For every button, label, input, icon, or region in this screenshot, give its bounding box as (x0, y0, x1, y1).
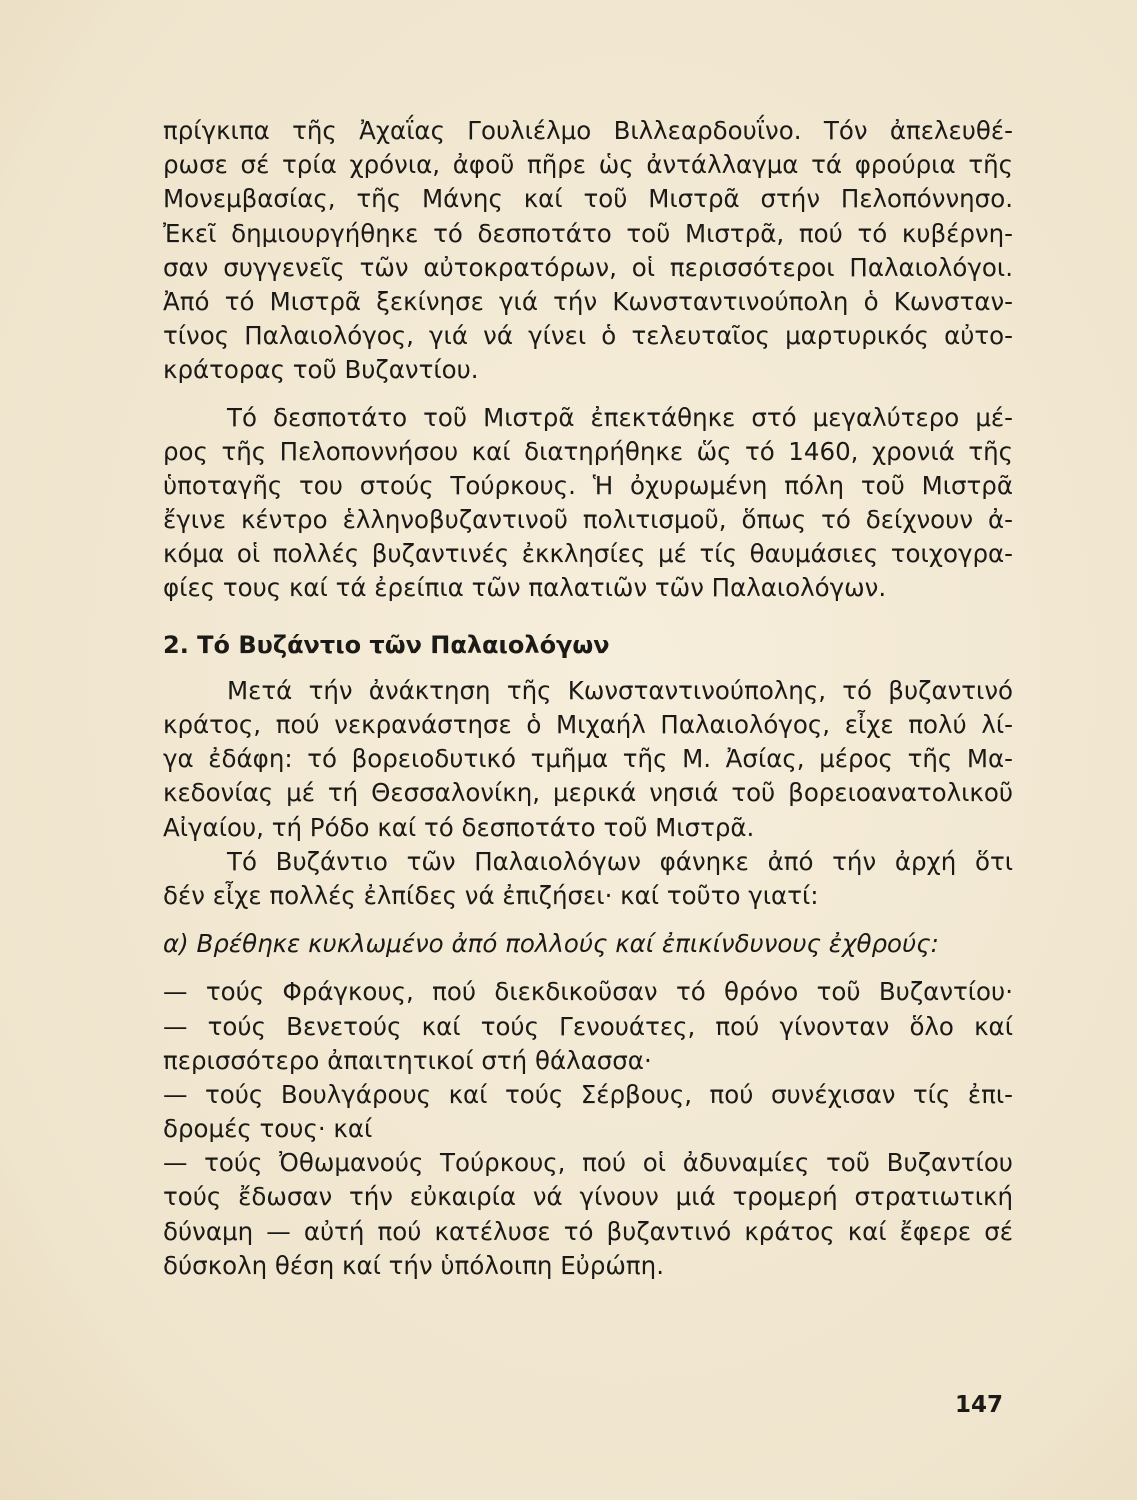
section-heading: 2. Τό Βυζάντιο τῶν Παλαιολόγων (163, 630, 610, 659)
list-item: — τούς Φράγκους, πού διεκδικοῦσαν τό θρόνο τοῦ Βυζαντίου· (163, 977, 1013, 1007)
point-a: α) Βρέθηκε κυκλωμένο ἀπό πολλούς καί ἐπικίνδυνους ἐχθρούς: (163, 929, 939, 959)
text-line: ρωσε σέ τρία χρόνια, ἀφοῦ πῆρε ὡς ἀντάλλαγμα τά φρούρια τῆς (163, 150, 1013, 180)
enemies-list (163, 975, 1013, 1283)
text-line: Ἐκεῖ δημιουργήθηκε τό δεσποτάτο τοῦ Μιστρᾶ, πού τό κυβέρνη- (163, 218, 1013, 248)
page-text (163, 114, 1013, 1283)
text-line: τίνος Παλαιολόγος, γιά νά γίνει ὁ τελευταῖος μαρτυρικός αὐτο- (163, 321, 1013, 351)
text-line: ἔγινε κέντρο ἑλληνοβυζαντινοῦ πολιτισμοῦ, ὅπως τό δείχνουν ἀ- (163, 505, 1013, 535)
text-line: φίες τους καί τά ἐρείπια τῶν παλατιῶν τῶν Παλαιολόγων. (163, 573, 887, 603)
text-line: Τό Βυζάντιο τῶν Παλαιολόγων φάνηκε ἀπό τήν ἀρχή ὅτι (227, 846, 1013, 876)
page-number: 147 (955, 1392, 1004, 1418)
text-line: ὑποταγῆς του στούς Τούρκους. Ἡ ὀχυρωμένη πόλη τοῦ Μιστρᾶ (163, 470, 1013, 500)
list-item: — τούς Βενετούς καί τούς Γενουάτες, πού γίνονταν ὅλο καί (163, 1011, 1013, 1041)
list-item: — τούς Ὀθωμανούς Τούρκους, πού οἱ ἀδυναμίες τοῦ Βυζαντίου (163, 1148, 1013, 1178)
text-line: κεδονίας μέ τή Θεσσαλονίκη, μερικά νησιά τοῦ βορειοανατολικοῦ (163, 778, 1013, 808)
text-line: πρίγκιπα τῆς Ἀχαΐας Γουλιέλμο Βιλλεαρδουΐνο. Τόν ἀπελευθέ- (163, 116, 1013, 145)
text-line: Τό δεσποτάτο τοῦ Μιστρᾶ ἐπεκτάθηκε στό μεγαλύτερο μέ- (227, 402, 1013, 432)
text-line: κράτος, πού νεκρανάστησε ὁ Μιχαήλ Παλαιολόγος, εἶχε πολύ λί- (163, 710, 1013, 739)
text-line: Μετά τήν ἀνάκτηση τῆς Κωνσταντινούπολης, τό βυζαντινό (227, 675, 1013, 705)
text-line: ρος τῆς Πελοποννήσου καί διατηρήθηκε ὥς τό 1460, χρονιά τῆς (163, 436, 1013, 466)
text-line: σαν συγγενεῖς τῶν αὐτοκρατόρων, οἱ περισσότεροι Παλαιολόγοι. (163, 252, 1013, 282)
text-line: δέν εἶχε πολλές ἐλπίδες νά ἐπιζήσει· καί τοῦτο γιατί: (163, 880, 819, 910)
paragraph-1 (163, 114, 1013, 388)
text-line: Μονεμβασίας, τῆς Μάνης καί τοῦ Μιστρᾶ στήν Πελοπόννησο. (163, 184, 1013, 214)
paragraph-2 (163, 401, 1013, 606)
text-line: γα ἐδάφη: τό βορειοδυτικό τμῆμα τῆς Μ. Ἀσίας, μέρος τῆς Μα- (163, 744, 1013, 774)
text-line: κράτορας τοῦ Βυζαντίου. (163, 355, 479, 385)
text-line: Ἀπό τό Μιστρᾶ ξεκίνησε γιά τήν Κωνσταντινούπολη ὁ Κωνσταν- (163, 286, 1013, 316)
list-item: περισσότερο ἀπαιτητικοί στή θάλασσα· (163, 1045, 652, 1075)
list-item: δύσκολη θέση καί τήν ὑπόλοιπη Εὐρώπη. (163, 1250, 664, 1280)
list-item: δρομές τους· καί (163, 1114, 373, 1144)
paragraph-3 (163, 674, 1013, 845)
list-item: δύναμη — αὐτή πού κατέλυσε τό βυζαντινό κράτος καί ἔφερε σέ (163, 1216, 1013, 1246)
text-line: κόμα οἱ πολλές βυζαντινές ἐκκλησίες μέ τίς θαυμάσιες τοιχογρα- (163, 539, 1013, 569)
text-line: Αἰγαίου, τή Ρόδο καί τό δεσποτάτο τοῦ Μιστρᾶ. (163, 812, 755, 842)
paragraph-4 (163, 845, 1013, 913)
list-item: — τούς Βουλγάρους καί τούς Σέρβους, πού συνέχισαν τίς ἐπι- (163, 1079, 1013, 1109)
list-item: τούς ἔδωσαν τήν εὐκαιρία νά γίνουν μιά τρομερή στρατιωτική (163, 1182, 1013, 1212)
